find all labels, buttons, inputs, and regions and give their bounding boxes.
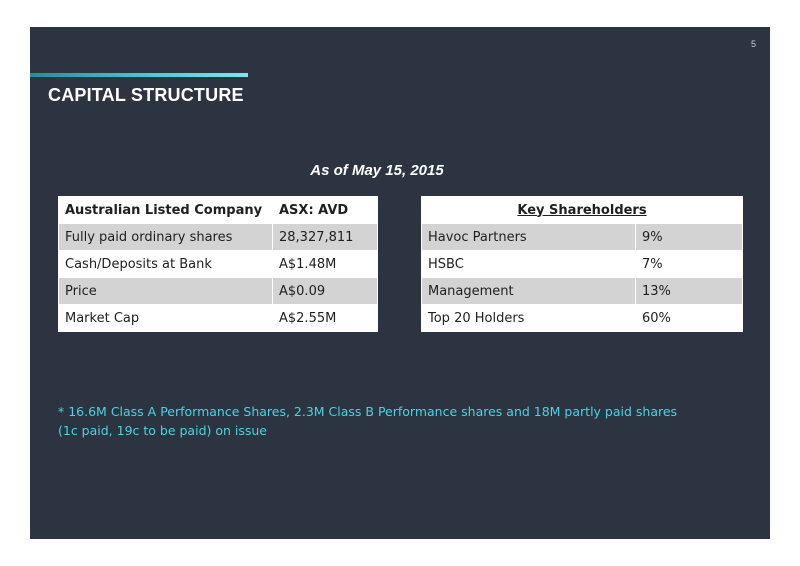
shareholder-percent: 7% xyxy=(636,251,743,278)
shareholder-percent: 13% xyxy=(636,278,743,305)
table-row xyxy=(422,278,743,305)
table-row xyxy=(59,305,378,332)
table-row xyxy=(59,278,378,305)
table-row xyxy=(422,305,743,332)
shareholder-percent: 60% xyxy=(636,305,743,332)
row-label: Cash/Deposits at Bank xyxy=(59,251,273,278)
row-value: A$1.48M xyxy=(273,251,378,278)
table-row xyxy=(422,224,743,251)
slide xyxy=(30,27,770,539)
page-number: 5 xyxy=(750,39,756,49)
title-accent-bar xyxy=(30,73,248,77)
table-row xyxy=(59,224,378,251)
shareholders-header: Key Shareholders xyxy=(422,197,743,224)
footnote: * 16.6M Class A Performance Shares, 2.3M Class B Performance shares and 18M partly paid shares (1c paid, 19c to be paid) on issue xyxy=(58,404,678,438)
company-table xyxy=(58,196,378,332)
shareholder-percent: 9% xyxy=(636,224,743,251)
row-value: A$2.55M xyxy=(273,305,378,332)
shareholder-name: HSBC xyxy=(422,251,636,278)
shareholder-name: Management xyxy=(422,278,636,305)
row-label: Fully paid ordinary shares xyxy=(59,224,273,251)
row-value: A$0.09 xyxy=(273,278,378,305)
row-label: Price xyxy=(59,278,273,305)
table-row xyxy=(59,251,378,278)
page-title: CAPITAL STRUCTURE xyxy=(48,85,244,105)
shareholder-name: Havoc Partners xyxy=(422,224,636,251)
row-label: Market Cap xyxy=(59,305,273,332)
table-row xyxy=(422,251,743,278)
shareholder-name: Top 20 Holders xyxy=(422,305,636,332)
company-header-ticker: ASX: AVD xyxy=(273,197,378,224)
shareholders-table-header-row xyxy=(422,197,743,224)
shareholders-table xyxy=(421,196,743,332)
company-table-header-row xyxy=(59,197,378,224)
company-header-label: Australian Listed Company xyxy=(59,197,273,224)
row-value: 28,327,811 xyxy=(273,224,378,251)
as-of-date: As of May 15, 2015 xyxy=(310,162,444,179)
